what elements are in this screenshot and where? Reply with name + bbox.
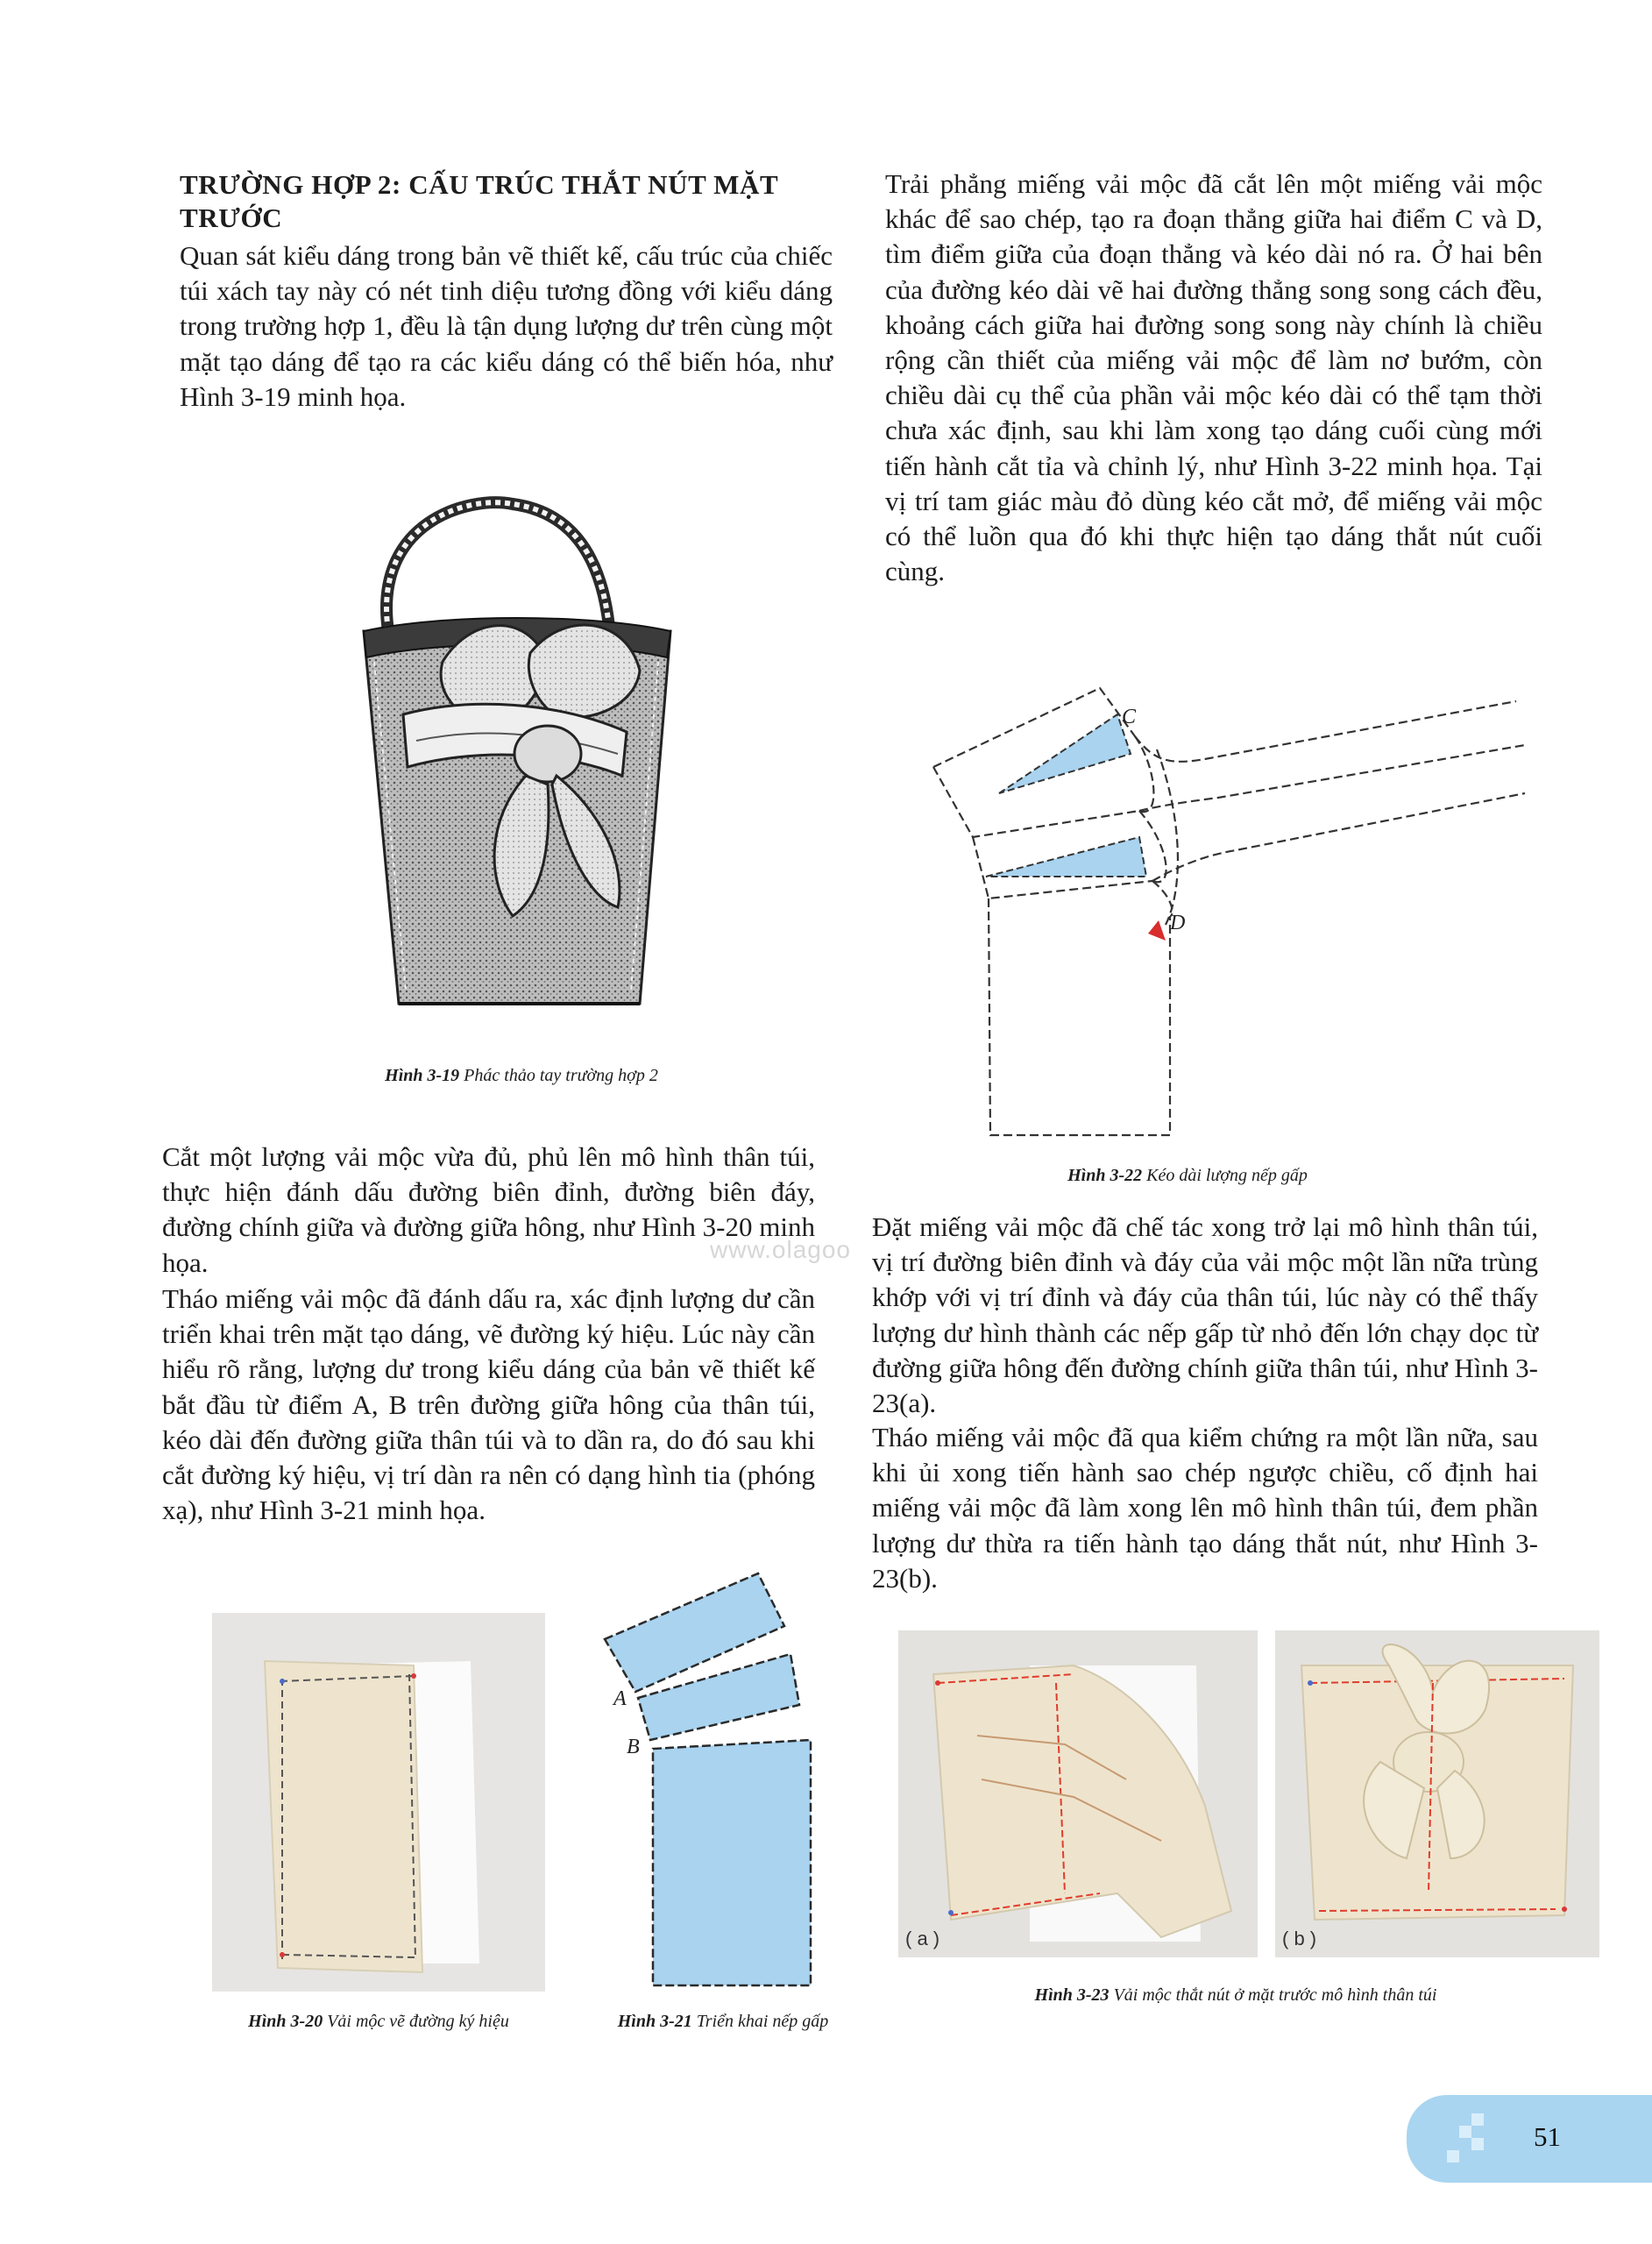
point-a-label: A	[613, 1687, 627, 1710]
caption-text: Triển khai nếp gấp	[691, 2012, 829, 2031]
caption-fig-3-22	[990, 1166, 1385, 1186]
figure-3-23a-photo	[898, 1630, 1258, 1957]
decorative-pixel	[1447, 2150, 1459, 2162]
caption-fig-3-19	[333, 1066, 710, 1086]
fold-spread-diagram	[596, 1556, 833, 1994]
point-d-label: D	[1170, 912, 1186, 934]
paragraph-2: Cắt một lượng vải mộc vừa đủ, phủ lên mô hình thân túi, thực hiện đánh dấu đường biên đỉnh, đường biên đáy, đường chính giữa và đường giữa hông, như Hình 3-20 minh họa.	[162, 1141, 815, 1278]
caption-fig-3-23	[929, 1985, 1542, 2006]
paragraph-3: Tháo miếng vải mộc đã đánh dấu ra, xác định lượng dư cần triển khai trên mặt tạo dáng, vẽ đường ký hiệu. Lúc này cần hiểu rõ rằng, lượng dư trong kiểu dáng của bản vẽ thiết kế bắt đầu từ điểm A, B trên đường giữa hông của thân túi, kéo dài đến đường giữa thân túi và to dần ra, do đó sau khi cắt đường ký hiệu, vị trí dàn ra nên có dạng hình tia (phóng xạ), như Hình 3-21 minh họa.	[162, 1283, 815, 1526]
fold-extension-diagram	[920, 679, 1534, 1153]
subfigure-b-label: ( b )	[1282, 1928, 1317, 1949]
figure-3-22	[920, 679, 1534, 1153]
caption-text: Phác thảo tay trường hợp 2	[459, 1066, 658, 1085]
right-paragraph-1: Trải phẳng miếng vải mộc đã cắt lên một miếng vải mộc khác để sao chép, tạo ra đoạn thẳng giữa hai điểm C và D, tìm điểm giữa của đoạn thẳng và kéo dài nó ra. Ở hai bên của đường kéo dài vẽ hai đường thẳng song song cách đều, khoảng cách giữa hai đường song song này chính là chiều rộng cần thiết của miếng vải mộc để làm nơ bướm, còn chiều dài cụ thể của phần vải mộc kéo dài có thể tạm thời chưa xác định, sau khi làm xong tạo dáng cuối cùng mới tiến hành cắt tỉa và chỉnh lý, như Hình 3-22 minh họa. Tại vị trí tam giác màu đỏ dùng kéo cắt mở, để miếng vải mộc có thể luồn qua đó khi thực hiện tạo dáng thắt nút cuối cùng.	[885, 168, 1542, 587]
watermark: www.olagoo	[710, 1236, 851, 1263]
muslin-on-form-photo	[212, 1613, 545, 1992]
caption-fig-3-20	[212, 2012, 545, 2032]
point-b-label: B	[627, 1736, 640, 1758]
caption-text: Kéo dài lượng nếp gấp	[1142, 1166, 1308, 1185]
caption-label: Hình 3-23	[1034, 1985, 1110, 2005]
caption-text: Vải mộc thắt nút ở mặt trước mô hình thân túi	[1109, 1985, 1437, 2005]
caption-label: Hình 3-22	[1067, 1166, 1143, 1185]
caption-label: Hình 3-19	[385, 1066, 460, 1085]
caption-text: Vải mộc vẽ đường ký hiệu	[323, 2012, 509, 2031]
figure-3-19	[337, 486, 714, 1012]
figure-3-23b-photo	[1275, 1630, 1599, 1957]
caption-label: Hình 3-21	[617, 2012, 692, 2031]
bag-sketch-illustration	[337, 486, 714, 1012]
decorative-pixel	[1471, 2138, 1484, 2150]
page-number: 51	[1534, 2121, 1561, 2152]
caption-fig-3-21	[592, 2012, 854, 2032]
decorative-pixel	[1471, 2113, 1484, 2126]
decorative-pixel	[1459, 2126, 1471, 2138]
intro-paragraph: Quan sát kiểu dáng trong bản vẽ thiết kế, cấu trúc của chiếc túi xách tay này có nét tinh diệu tương đồng với kiểu dáng trong trường hợp 1, đều là tận dụng lượng dư trên cùng một mặt tạo dáng để tạo ra các kiểu dáng có thể biến hóa, như Hình 3-19 minh họa.	[180, 240, 833, 412]
page-number-tab	[1407, 2095, 1652, 2183]
figure-3-20-photo	[212, 1613, 545, 1992]
figure-3-21	[596, 1556, 833, 1994]
caption-label: Hình 3-20	[248, 2012, 323, 2031]
right-paragraph-2: Đặt miếng vải mộc đã chế tác xong trở lại mô hình thân túi, vị trí đường biên đỉnh và đáy của vải mộc một lần nữa trùng khớp với vị trí đỉnh và đáy của thân túi, lúc này có thể thấy lượng dư hình thành các nếp gấp từ nhỏ đến lớn chạy dọc từ đường giữa hông đến đường chính giữa thân túi, như Hình 3-23(a).	[872, 1211, 1538, 1419]
subfigure-a-label: ( a )	[905, 1928, 940, 1949]
muslin-knot-photo	[1275, 1630, 1599, 1957]
point-c-label: C	[1122, 706, 1137, 728]
muslin-pleats-photo	[898, 1630, 1258, 1957]
right-paragraph-3: Tháo miếng vải mộc đã qua kiểm chứng ra một lần nữa, sau khi ủi xong tiến hành sao chép ngược chiều, cố định hai miếng vải mộc đã làm xong lên mô hình thân túi, đem phần lượng dư thừa ra tiến hành tạo dáng thắt nút, như Hình 3-23(b).	[872, 1422, 1538, 1594]
section-heading: TRƯỜNG HỢP 2: CẤU TRÚC THẮT NÚT MẶT TRƯỚC	[180, 169, 778, 233]
